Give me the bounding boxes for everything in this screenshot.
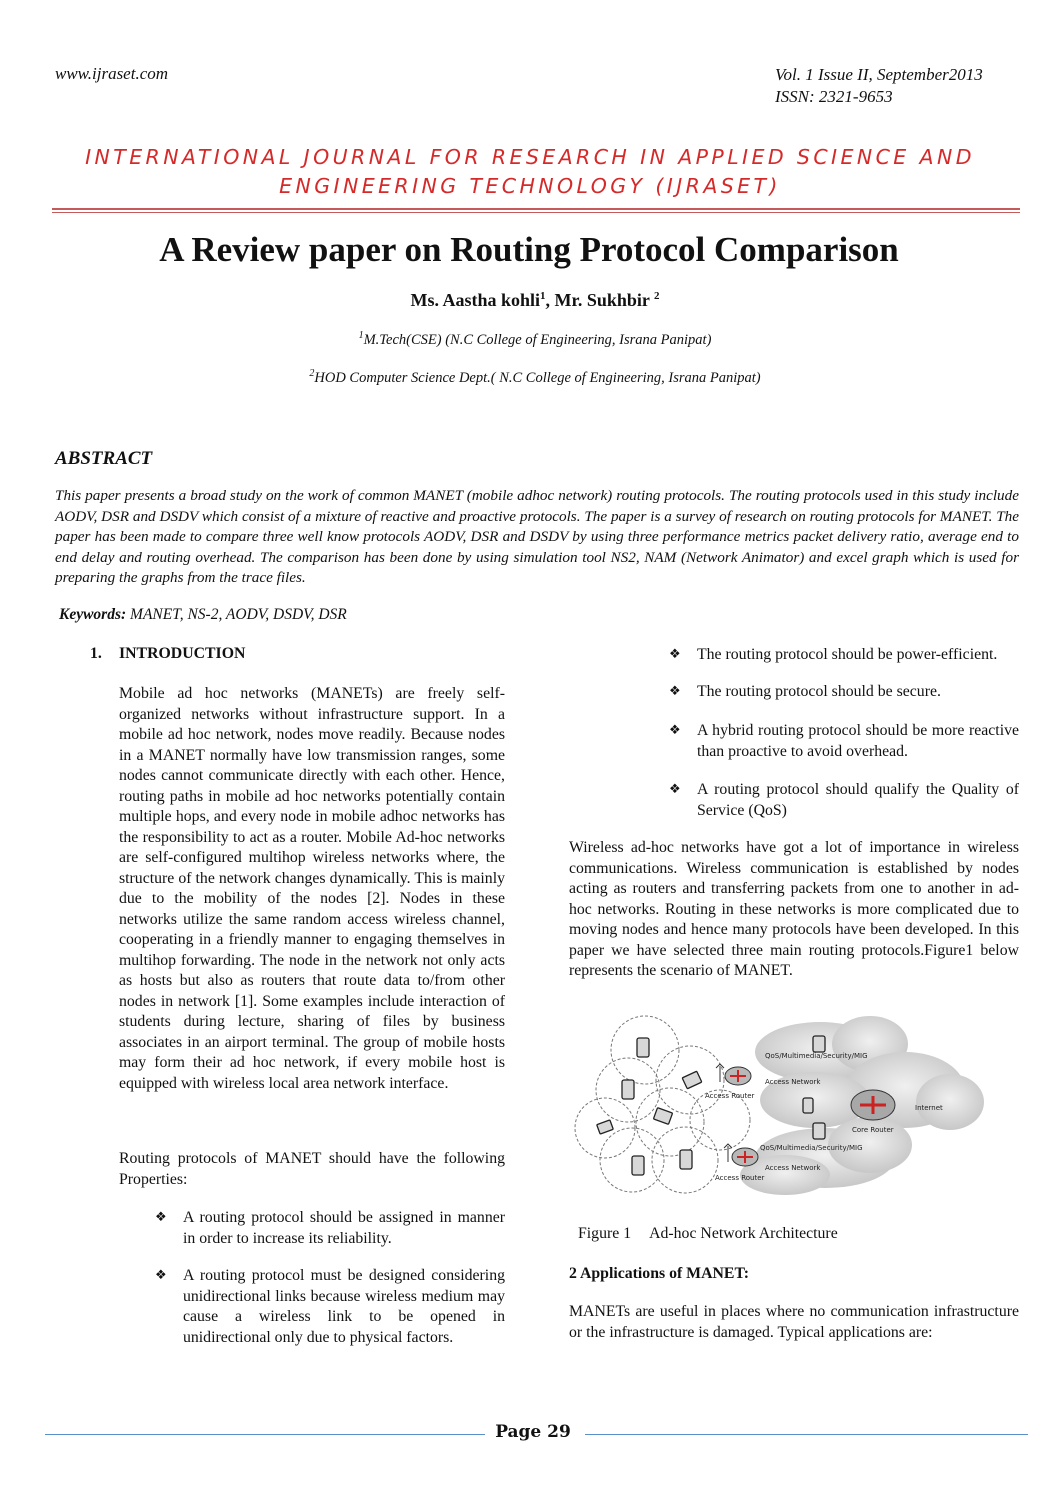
header-rule-thin bbox=[52, 212, 1020, 213]
network-architecture-figure bbox=[570, 1010, 985, 1200]
figure-caption-text: Ad-hoc Network Architecture bbox=[649, 1225, 838, 1242]
author-2-sup: 2 bbox=[654, 290, 660, 302]
list-item-text: A routing protocol should be assigned in manner in order to increase its reliability. bbox=[183, 1209, 505, 1247]
qos-label-2: QoS/Multimedia/Security/MIG bbox=[760, 1144, 863, 1152]
journal-name-line-1: INTERNATIONAL JOURNAL FOR RESEARCH IN APPLIED SCIENCE AND bbox=[85, 145, 975, 169]
intro-heading bbox=[90, 645, 245, 663]
list-item-text: A routing protocol must be designed considering unidirectional links because wireless medium may cause a wireless link to be opened in unidirectional only due to physical factors. bbox=[183, 1267, 505, 1346]
affiliation-1-text: M.Tech(CSE) (N.C College of Engineering, Israna Panipat) bbox=[363, 331, 712, 348]
bullet-icon: ❖ bbox=[155, 1210, 167, 1225]
affiliation-2-text: HOD Computer Science Dept.( N.C College of Engineering, Israna Panipat) bbox=[314, 369, 761, 386]
bullet-icon: ❖ bbox=[669, 684, 681, 699]
bullet-icon: ❖ bbox=[669, 647, 681, 662]
list-item-text: The routing protocol should be secure. bbox=[697, 683, 941, 700]
list-item-text: A hybrid routing protocol should be more reactive than proactive to avoid overhead. bbox=[697, 722, 1019, 760]
header-rule bbox=[52, 208, 1020, 210]
journal-name bbox=[40, 143, 1020, 201]
issn: ISSN: 2321-9653 bbox=[775, 87, 893, 106]
list-item bbox=[669, 721, 1019, 762]
intro-heading-text: INTRODUCTION bbox=[119, 645, 246, 662]
footer-rule-right bbox=[585, 1434, 1028, 1435]
footer-rule-left bbox=[45, 1434, 485, 1435]
access-network-label-2: Access Network bbox=[765, 1164, 821, 1172]
list-item bbox=[669, 682, 1019, 703]
internet-label: Internet bbox=[915, 1104, 943, 1112]
bullet-icon: ❖ bbox=[669, 723, 681, 738]
author-1-sup: 1 bbox=[540, 290, 546, 302]
affiliation-1-sup: 1 bbox=[358, 330, 364, 341]
journal-website: www.ijraset.com bbox=[55, 64, 169, 83]
applications-heading: 2 Applications of MANET: bbox=[569, 1265, 750, 1282]
access-router-label-1: Access Router bbox=[705, 1092, 755, 1100]
authors bbox=[0, 290, 1058, 311]
affiliation-2 bbox=[0, 368, 1058, 387]
list-item bbox=[155, 1266, 505, 1348]
author-2: Mr. Sukhbir bbox=[554, 290, 650, 310]
list-item-text: The routing protocol should be power-efficient. bbox=[697, 646, 998, 663]
bullet-icon: ❖ bbox=[155, 1268, 167, 1283]
adhoc-node-circles bbox=[575, 1016, 750, 1193]
keywords-label: Keywords: bbox=[59, 606, 127, 623]
paper-title: A Review paper on Routing Protocol Comparison bbox=[159, 230, 899, 269]
figure-number: Figure 1 bbox=[578, 1225, 632, 1242]
keywords-text: MANET, NS-2, AODV, DSDV, DSR bbox=[126, 606, 347, 623]
core-router-label: Core Router bbox=[852, 1126, 894, 1134]
journal-name-line-2: ENGINEERING TECHNOLOGY (IJRASET) bbox=[279, 174, 781, 198]
applications-paragraph: MANETs are useful in places where no communication infrastructure or the infrastructure is damaged. Typical applications are: bbox=[569, 1303, 1019, 1341]
access-router-label-2: Access Router bbox=[715, 1174, 765, 1182]
author-1: Ms. Aastha kohli bbox=[410, 290, 540, 310]
list-item bbox=[669, 645, 1019, 666]
figure-caption bbox=[578, 1225, 838, 1243]
abstract-heading: ABSTRACT bbox=[55, 448, 153, 469]
affiliation-1 bbox=[0, 330, 1058, 349]
intro-paragraph-1: Mobile ad hoc networks (MANETs) are freely self-organized networks without infrastructure support. In a mobile ad hoc network, nodes move readily. Because nodes in a MANET normally have low transmission ranges, some nodes cannot communicate directly with each other. Hence, routing paths in mobile ad hoc networks potentially contain multiple hops, and every node in mobile adhoc networks has the responsibility to act as a router. Mobile Ad-hoc networks are self-configured multihop wireless networks where, the structure of the network changes dynamically. This is mainly due to the mobility of the nodes [2]. Nodes in these networks utilize the same random access wireless channel, cooperating in a friendly manner to engaging themselves in multihop forwarding. The node in the network not only acts as hosts but also as routers that route data to/from other nodes in network [1]. Some examples include interaction of students during lecture, sharing of files by business associates in an airport terminal. The group of mobile hosts may form their ad hoc network, if every mobile host is equipped with wireless local area network interface. bbox=[119, 685, 505, 1092]
issue-info bbox=[775, 64, 983, 108]
abstract-text: This paper presents a broad study on the work of common MANET (mobile adhoc network) routing protocols. The routing protocols used in this study include AODV, DSR and DSDV which consist of a mixture of reactive and proactive protocols. The paper is a survey of research on routing protocols for MANET. The paper has been made to compare three well know protocols AODV, DSR and DSDV by using three performance metrics packet delivery ratio, average end to end delay and routing overhead. The comparison has been done by using simulation tool NS2, NAM (Network Animator) and excel graph which is used for preparing the graphs from the trace files. bbox=[55, 487, 1019, 587]
intro-paragraph-3: Wireless ad-hoc networks have got a lot of importance in wireless communications. Wireless communication is established by nodes acting as routers and transferring packets from one to another in ad-hoc networks. Routing in these networks is more complicated due to moving nodes and hence many protocols have been developed. In this paper we have selected three main routing protocols.Figure1 below represents the scenario of MANET. bbox=[569, 839, 1019, 979]
page-number: Page 29 bbox=[495, 1422, 571, 1442]
affiliation-2-sup: 2 bbox=[309, 368, 315, 379]
access-network-label-1: Access Network bbox=[765, 1078, 821, 1086]
keywords bbox=[59, 606, 347, 624]
list-item bbox=[669, 780, 1019, 821]
author-separator: , bbox=[545, 290, 555, 310]
bullet-icon: ❖ bbox=[669, 782, 681, 797]
intro-paragraph-2: Routing protocols of MANET should have the following Properties: bbox=[119, 1150, 505, 1188]
qos-label-1: QoS/Multimedia/Security/MIG bbox=[765, 1052, 868, 1060]
list-item bbox=[155, 1208, 505, 1249]
intro-number: 1. bbox=[90, 645, 102, 662]
volume-issue: Vol. 1 Issue II, September2013 bbox=[775, 65, 983, 84]
list-item-text: A routing protocol should qualify the Quality of Service (QoS) bbox=[697, 781, 1019, 819]
